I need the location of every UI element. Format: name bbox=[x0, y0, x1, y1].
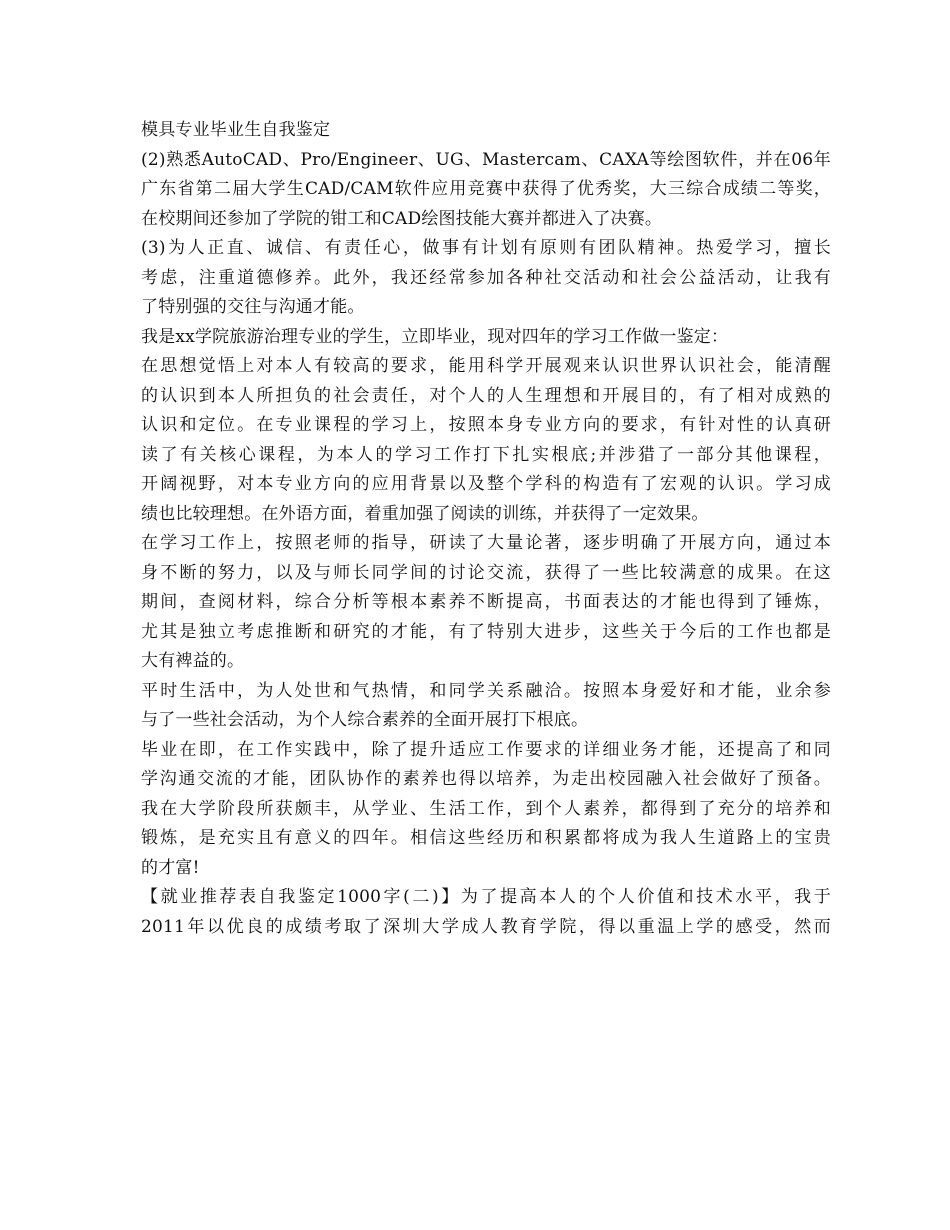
text-line: 考虑，注重道德修养。此外，我还经常参加各种社交活动和社会公益活动，让我有 bbox=[141, 267, 831, 288]
text-line: 开阔视野，对本专业方向的应用背景以及整个学科的构造有了宏观的认识。学习成 bbox=[141, 474, 831, 494]
text-line: 了特别强的交往与沟通才能。 bbox=[141, 297, 365, 317]
text-line: 模具专业毕业生自我鉴定 bbox=[141, 120, 331, 140]
text-line: 我是xx学院旅游治理专业的学生，立即毕业，现对四年的学习工作做一鉴定： bbox=[141, 326, 729, 347]
text-line: 锻炼，是充实且有意义的四年。相信这些经历和积累都将成为我人生道路上的宝贵 bbox=[141, 828, 831, 848]
text-line: 在校期间还参加了学院的钳工和CAD绘图技能大赛并都进入了决赛。 bbox=[141, 208, 663, 229]
text-line: 的才富! bbox=[141, 857, 200, 878]
text-line: 2011年以优良的成绩考取了深圳大学成人教育学院，得以重温上学的感受，然而 bbox=[141, 916, 831, 937]
text-line: 【就业推荐表自我鉴定1000字(二)】为了提高本人的个人价值和技术水平，我于 bbox=[141, 887, 831, 907]
text-line: 读了有关核心课程，为本人的学习工作打下扎实根底;并涉猎了一部分其他课程， bbox=[141, 444, 831, 465]
text-line: 尤其是独立考虑推断和研究的才能，有了特别大进步，这些关于今后的工作也都是 bbox=[141, 621, 831, 642]
text-line: 大有裨益的。 bbox=[141, 651, 245, 671]
text-line: 我在大学阶段所获颇丰，从学业、生活工作，到个人素养，都得到了充分的培养和 bbox=[141, 798, 831, 819]
text-line: 身不断的努力，以及与师长同学间的讨论交流，获得了一些比较满意的成果。在这 bbox=[141, 562, 831, 583]
text-line: 期间，查阅材料，综合分析等根本素养不断提高，书面表达的才能也得到了锤炼， bbox=[141, 592, 831, 612]
text-line: 与了一些社会活动，为个人综合素养的全面开展打下根底。 bbox=[141, 710, 589, 730]
text-line: 平时生活中，为人处世和气热情，和同学关系融洽。按照本身爱好和才能，业余参 bbox=[141, 680, 831, 701]
text-line: 学沟通交流的才能，团队协作的素养也得以培养，为走出校园融入社会做好了预备。 bbox=[141, 769, 831, 789]
document-page bbox=[141, 116, 831, 942]
text-line: 绩也比较理想。在外语方面，着重加强了阅读的训练，并获得了一定效果。 bbox=[141, 503, 709, 524]
text-line: 在思想觉悟上对本人有较高的要求，能用科学开展观来认识世界认识社会，能清醒 bbox=[141, 356, 831, 376]
text-line: 毕业在即，在工作实践中，除了提升适应工作要求的详细业务才能，还提高了和同 bbox=[141, 739, 831, 760]
text-line: 在学习工作上，按照老师的指导，研读了大量论著，逐步明确了开展方向，通过本 bbox=[141, 533, 831, 553]
text-line: 的认识到本人所担负的社会责任，对个人的人生理想和开展目的，有了相对成熟的 bbox=[141, 385, 831, 406]
text-line: 广东省第二届大学生CAD/CAM软件应用竞赛中获得了优秀奖，大三综合成绩二等奖， bbox=[141, 179, 831, 199]
text-line: 认识和定位。在专业课程的学习上，按照本身专业方向的要求，有针对性的认真研 bbox=[141, 415, 831, 435]
text-line: (3)为人正直、诚信、有责任心，做事有计划有原则有团队精神。热爱学习，擅长 bbox=[141, 238, 831, 258]
text-line: (2)熟悉AutoCAD、Pro/Engineer、UG、Mastercam、CAXA等绘图软件，并在06年 bbox=[141, 149, 831, 170]
